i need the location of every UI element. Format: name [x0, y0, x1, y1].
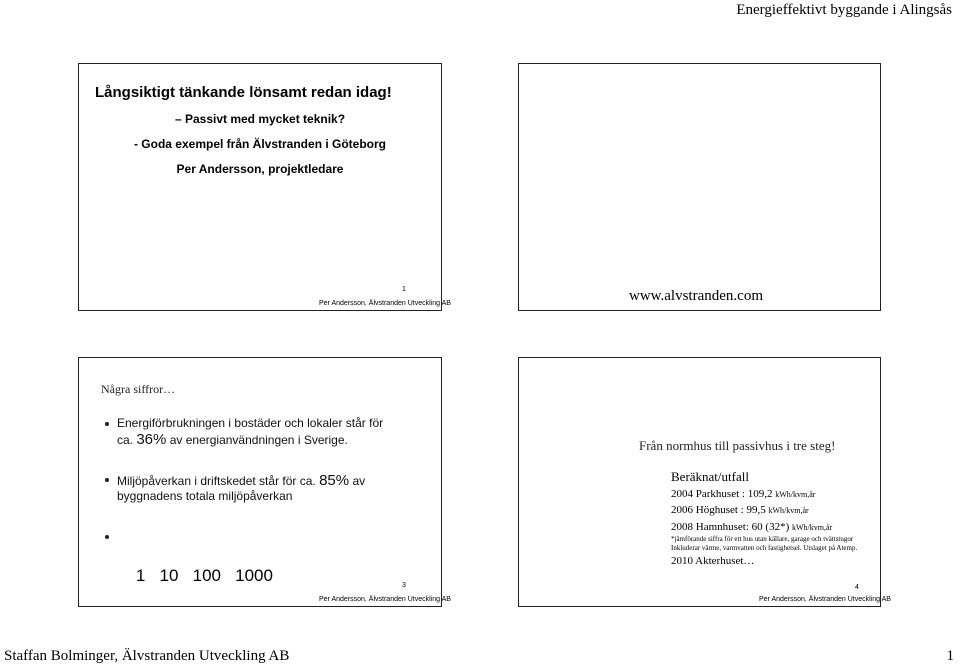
bullet-1-rest: av energianvändningen i Sverige. — [166, 433, 348, 447]
slide-3-credit: Per Andersson, Älvstranden Utveckling AB — [319, 596, 451, 603]
line-1-text: 2004 Parkhuset : 109,2 — [671, 488, 776, 500]
bullet-dot-icon — [105, 422, 109, 426]
slide-4-line-4: 2010 Akterhuset… — [671, 555, 755, 567]
document-header: Energieffektivt byggande i Alingsås — [736, 2, 952, 18]
slide-3-bullet-1-line-2 — [117, 431, 348, 448]
slide-3-bullet-2 — [117, 472, 365, 489]
slide-1-subtitle-1: – Passivt med mycket teknik? — [174, 112, 346, 126]
bullet-2-percent: 85% — [319, 472, 350, 489]
slide-1-title: Långsiktigt tänkande lönsamt redan idag! — [95, 84, 392, 101]
slide-4-heading: Från normhus till passivhus i tre steg! — [639, 438, 836, 453]
slide-1 — [78, 63, 451, 311]
slide-1-credit: Per Andersson, Älvstranden Utveckling AB — [319, 300, 451, 307]
slide-1-presenter: Per Andersson, projektledare — [176, 162, 344, 176]
line-2-text: 2006 Höghuset : 99,5 — [671, 504, 769, 516]
slide-3-heading: Några siffror… — [101, 382, 176, 396]
slide-3 — [78, 357, 451, 607]
slide-4-line-3 — [671, 521, 832, 533]
slide-4-line-1 — [671, 488, 815, 500]
bullet-2-rest: av — [349, 474, 366, 488]
slide-3-number: 3 — [402, 582, 406, 589]
bullet-1-percent: 36% — [136, 431, 167, 448]
line-1-unit: kWh/kvm,år — [775, 490, 816, 499]
bullet-dot-icon — [105, 535, 109, 539]
bullet-1-text: Energiförbrukningen i bostäder och lokaler står för — [117, 416, 384, 430]
slide-1-subtitle-2: - Goda exempel från Älvstranden i Göteborg — [133, 137, 387, 151]
slide-4-credit: Per Andersson, Älvstranden Utveckling AB — [759, 596, 891, 603]
slide-3-scale — [117, 526, 273, 606]
slide-3-bullet-1 — [117, 416, 383, 430]
bullet-dot-icon — [105, 478, 109, 482]
slide-1-number: 1 — [402, 286, 406, 293]
slide-4-note-1: *jämförande siffra för ett hus utan källare, garage och tvättstugor — [671, 535, 854, 543]
footer-author: Staffan Bolminger, Älvstranden Utveckling AB — [4, 648, 290, 664]
slide-2 — [518, 63, 881, 311]
slide-4-note-2: Inkluderar värme, varmvatten och fastighetsel. Utslaget på Atemp. — [671, 544, 858, 552]
slide-4-subheading: Beräknat/utfall — [671, 469, 749, 484]
slide-4 — [518, 357, 891, 607]
slide-3-bullet-2-line-2: byggnadens totala miljöpåverkan — [117, 489, 293, 503]
line-2-unit: kWh/kvm,år — [768, 506, 809, 515]
bullet-1-ca: ca. — [117, 433, 137, 447]
footer-page-number: 1 — [946, 648, 954, 664]
slide-4-number: 4 — [855, 584, 859, 591]
line-3-unit: kWh/kvm,år — [791, 523, 833, 532]
slide-4-line-2 — [671, 504, 809, 516]
bullet-2-text: Miljöpåverkan i driftskedet står för ca. — [117, 474, 320, 488]
line-3-text: 2008 Hamnhuset: 60 (32*) — [671, 521, 792, 533]
scale-text: 1 10 100 1000 — [135, 566, 273, 585]
slide-2-url: www.alvstranden.com — [629, 288, 763, 304]
